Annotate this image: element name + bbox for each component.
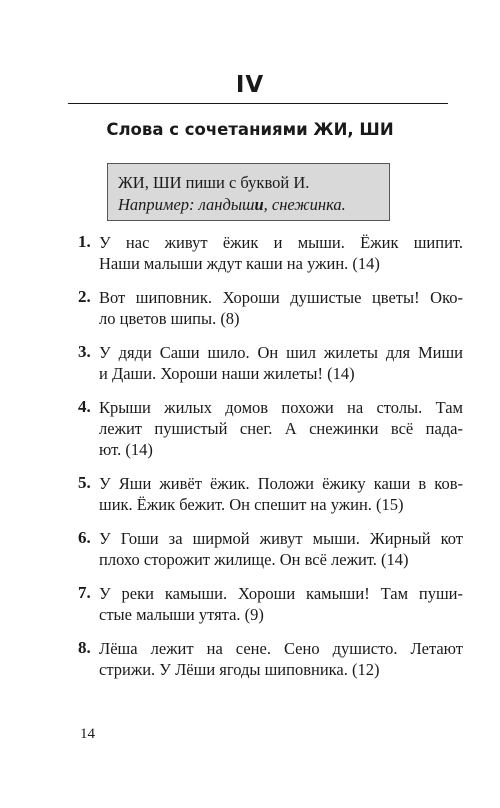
exercise-number: 1. [78,232,91,251]
exercise-text-line: У Яши живёт ёжик. Положи ёжику каши в ков- [99,474,463,493]
exercise-text-line: У нас живут ёжик и мыши. Ёжик шипит. [99,233,463,252]
exercise-item [78,528,463,570]
exercise-text-line: лежит пушистый снег. А снежинки всё пада- [99,419,463,438]
exercise-text-line: Лёша лежит на сене. Сено душисто. Летают [99,639,463,658]
exercise-number: 2. [78,287,91,306]
exercise-text-line: У Гоши за ширмой живут мыши. Жирный кот [99,529,463,548]
rule-text: ЖИ, ШИ пиши с буквой И. [118,173,310,192]
exercise-text-line: Вот шиповник. Хороши душистые цветы! Око- [99,288,463,307]
exercise-item [78,638,463,680]
example-rest: , снежинка. [263,195,346,214]
exercise-item [78,397,463,460]
section-divider [68,103,448,104]
exercise-list [78,232,463,693]
exercise-text-line: стые малыши утята. (9) [99,605,264,624]
example-highlight: и [254,195,264,214]
page-number: 14 [80,726,95,742]
exercise-text-line: ют. (14) [99,440,153,459]
exercise-item [78,232,463,274]
exercise-text-line: Крыши жилых домов похожи на столы. Там [99,398,463,417]
exercise-text-line: и Даши. Хороши наши жилеты! (14) [99,364,355,383]
section-title: Слова с сочетаниями ЖИ, ШИ [106,120,394,139]
exercise-number: 8. [78,638,91,657]
exercise-item [78,287,463,329]
exercise-number: 6. [78,528,91,547]
exercise-number: 7. [78,583,91,602]
exercise-number: 3. [78,342,91,361]
exercise-number: 5. [78,473,91,492]
exercise-text-line: У реки камыши. Хороши камыши! Там пуши- [99,584,463,603]
exercise-text-line: стрижи. У Лёши ягоды шиповника. (12) [99,660,380,679]
exercise-text-line: ло цветов шипы. (8) [99,309,240,328]
rule-example [118,195,346,215]
exercise-item [78,342,463,384]
exercise-item [78,473,463,515]
exercise-item [78,583,463,625]
exercise-text-line: шик. Ёжик бежит. Он спешит на ужин. (15) [99,495,404,514]
rule-box [107,163,390,221]
section-number: IV [235,72,265,98]
example-prefix: Например: ландыш [118,195,255,214]
exercise-number: 4. [78,397,91,416]
exercise-text-line: плохо сторожит жилище. Он всё лежит. (14) [99,550,409,569]
exercise-text-line: У дяди Саши шило. Он шил жилеты для Миши [99,343,463,362]
exercise-text-line: Наши малыши ждут каши на ужин. (14) [99,254,380,273]
